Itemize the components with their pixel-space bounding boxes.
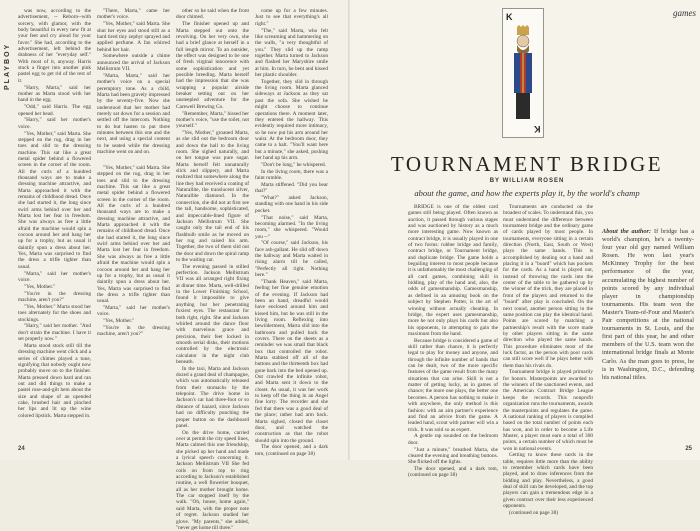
article-paragraph: Marta stiffened. "Did you hear that?": [255, 181, 328, 195]
article-deck: about the game, and how the experts play it, by the world's champ: [414, 188, 640, 198]
games-section-label: games: [673, 8, 696, 18]
article-paragraph: "Thank Heaven," said Marta, feeling her fine genuine emotion of the evening. If Jackson had been an hand, dreadful would have enclosed around him and kissed him, but he was still in the living room. Reflexing into bewilderment, Marta slid into the bathroom and pulled back the covers. There on the sheets as a reminder we was small that black box that controlled the robot. Marta stabbed off all of the buttons and the thirteenth box had gone back into the bed opened up. Out crawled the infinite robot, and Marta sent it down to the closet. As usual, it was her work to keep off the thing in an Angel fine lorry. The recorder and she fed that there was a good deal of the place; rather had arm back. Marta sighed, closed the closet door, and watched the construction as that the robot should spin into the ground.: [255, 278, 328, 444]
article-paragraph: The finisher opened up and Marta stepped out onto the revolving. On her very own, she had a brief glance at herself in a full length mirror. To an outsider, the effect was designed to be one of fresh virginal innocence with some sophistication and yet possible breeding. Marta herself had the impression that she was wrapping a popular airside breaker setting out on her unsteepled adventure for the Carewell Brewing Co.: [176, 21, 249, 110]
article-paragraph: Tournaments are conducted on the broadest of scales. To understand this, you must understand the difference between tournament bridge and the ordinary game of cards played by most people. In tournaments, everyone sitting in a certain direction (North, East, South or West) plays the same hands. This is accomplished by dealing out a hand and placing it in a "board" which has pockets for the cards. As a hand is played out, instead of throwing the cards into the center of the table to be gathered up by the winner of the trick, they are placed in front of the players and returned to the "board" after play is concluded. On the next round, another person sitting in the same position can play the identical hand. Points are scored by matching a partnership's result with the score made by other players sitting in the same direction who played the same hands. This procedure eliminates most of the luck factor, as the person with poor cards can still score well if he plays better with them than his rivals do.: [503, 204, 593, 369]
article-paragraph: "Harry," said her mother's voice.: [18, 117, 91, 130]
article-paragraph: (continued on page 38): [509, 510, 558, 516]
article-paragraph: A gentle rap sounded on the bedroom door.: [408, 433, 498, 446]
article-paragraph: "Yes, Mother," said Marta. She stepped on the rug, drag in her toes and slid to the dressing machine. This sat like a great metal spider behind a flowered screen in the corner of the room. All the curls of a hundred thousand ways are to make a dressing machine attractive, and Marta approached it with the remains of childhood dread. Once she had started it, the long since swirl arms behind over her and Marta lost her fear in freedom. She was always as free a little afraid the machine would spin a cocoon around her and hang her up for a trophy, but as usual it daintily spun a dress about her. Yes, Marta was surprised to find the dress a trifle tighter than usual.: [18, 130, 91, 270]
left-column-3: [176, 8, 249, 531]
article-paragraph: "Marta, Marta," said her mother's voice on a special peremptory tone. As a child, Marta had been gravely impressed by the seventy-five. Now she understood that her mother had merely sat down for a session and settled off the intercom. Nothing to do but hasten to put three minutes between this one and the next, and using a special content to be seated while the dressing machine went on and on.: [97, 72, 170, 156]
left-column-4: [255, 8, 328, 457]
article-paragraph: "Harry," said her mother. "And don't strain the machine. I have it set properly now.": [18, 323, 91, 343]
article-paragraph: Getting to know these cards in the table, requires little more than the ability to remember which cards have been played, and to draw inferences from the bidding and play. Nevertheless, a good deal of skill can be developed, and the top players can gain a tremendous edge in a given contract over their less experienced opponents.: [503, 452, 593, 510]
article-paragraph: "You're in the dressing machine, aren't you?": [97, 325, 170, 338]
article-paragraph: Together, they slid in through the living room. Marta glanced sideways at Jackson as they sat past the sofa. She wished he might choose to continue operations there. A moment later, they entered the hallway. This evidently required more intimacy, so he now put his arm around her waist. At the bedroom door, they came to a halt. "You'll want here but a minute," she asked, pushing her hand up his arm.: [255, 78, 328, 161]
article-headline: TOURNAMENT BRIDGE: [390, 152, 664, 176]
article-paragraph: "Just a minute," breathed Marta, she cleared the evening and breathing buttons. She flicked off the lights.: [408, 446, 498, 466]
page-number-left: 24: [18, 446, 25, 452]
left-column-1: [18, 8, 91, 440]
article-paragraph: "Yes, Mother," groaned Marta, as she slid out the bedroom door and down the hall to the living room. She sighed naturally, and on her tongue was pure sugar. Marta herself felt unnaturally slick and slippery, and Marta realized that somewhere along the line they had received a coating of Naturallite, the translucent silver, Naturallite diamond. In the connection, she did not at first see the tall, handsome, sophisticated, and impeccable-lined figure of Jackson Mellistrum VII. She caught only the tail end of his flashbulb smile as he moved on her rug and raised his arm. Together, the two of them slid out the door and down the spiral ramp to the waiting car.: [176, 130, 249, 263]
article-paragraph: "That noise," said Marta, becoming alarmed. "In the living room," she whispered. "Would you --": [255, 214, 328, 240]
article-paragraph: "Harry, Marta," said her mother as Marta stood with her hand in the egg.: [18, 84, 91, 104]
magazine-section-label: PLAYBOY: [4, 42, 11, 90]
article-paragraph: "Yes, Mother.": [103, 318, 135, 325]
article-paragraph: "There, Marta," came her mother's voice.: [97, 8, 170, 21]
article-paragraph: "Remember, Marta," hissed her mother's voice, "use the toilet, not yourself.": [176, 110, 249, 130]
article-paragraph: "You're in the dressing machine, aren't you?": [18, 290, 91, 303]
king-figure-icon: [511, 25, 535, 121]
article-paragraph: "Odd," said Harris. The egg opened her head.: [18, 104, 91, 117]
article-paragraph: come up for a few minutes. Just to see that everything's all right.": [255, 8, 328, 27]
card-rank-top: K: [506, 12, 513, 22]
article-paragraph: "The," said Marta, who felt like screaming and hammering on the walls, "a very thoughtful of you." They slid up the ramp together. Marta turned to Jackson and flashed her Maryshire smile at him. In turn, he bent and kissed her plastic shoulder.: [255, 27, 328, 78]
article-paragraph: The door opened, and a dark tom, (continued on page 38): [255, 444, 328, 457]
article-paragraph: "Don't be long," he whispered.: [261, 161, 327, 168]
author-sidebar: [602, 228, 694, 382]
article-paragraph: "Marta," said her mother's voice.: [97, 305, 170, 318]
article-paragraph: BRIDGE is one of the oldest card games still being played. Often known as auction, it passed through various stages and was auctioned by history as a much more interesting game. Now known as contract bridge, it is usually played in one of two forms: rubber bridge and family, contract bridge, or Tournament bridge, and duplicate bridge. The game holds a beguiling interest to most people because it is unfathomably the most challenging of all card games, combining skill in bidding, play of the hand and, also, the odds of gamesmanship. Gamesmanship, as defined in an amusing book on the subject by Stephen Potter, is the art of winning without actually cheating. In bridge, the expert uses gamesmanship, more he not only plays his cards but also his opponents, in attempting to gain the maximum from the hand.: [408, 204, 498, 337]
article-paragraph: "Yes, Mother." Marta stood her toes alternately for the shoes and stockings.: [18, 303, 91, 323]
left-column-2b: [97, 165, 170, 440]
article-paragraph: Tournament bridge is played primarily for honors. Masterpoints are awarded to the winners of the sanctioned events, and the American Contract Bridge League keeps the records. This nonprofit organization runs the tournaments, awards the masterpoints and regulates the game. A national ranking of players is compiled based on the total number of points each has won, and in order to become a Life Master, a player must earn a total of 300 points, a certain number of which must be won in national events.: [503, 369, 593, 452]
page-number-right: 25: [685, 446, 692, 452]
article-paragraph: The door opened, and a dark tom, (continued on page 38): [408, 466, 498, 479]
article-paragraph: Somewhere outside a chime announced the arrival of Jackson Mellistrum VII.: [97, 53, 170, 73]
article-paragraph: "Marta," said her mother's voice.: [18, 270, 91, 283]
right-page: [350, 0, 700, 516]
king-card-illustration: [502, 8, 544, 138]
sidebar-text: If bridge has a world's champion, he's a twenty-four year old guy named William Rosen. He won last year's McKinney Trophy for the best performance of the year, accumulating the highest number of points scored by any individual player in championship tournaments. His team won the Master's Team-of-Four and Master's Pair competitions at the national tournaments in St. Louis, and the first part of this year, he and other members of the U.S. team won the international bridge finals at Monte Carlo. As the man goes to press, he is in Washington, D.C., defending his national titles.: [602, 228, 694, 381]
article-paragraph: other so he said when the front door chimed.: [176, 8, 249, 21]
right-column-1: [408, 204, 498, 479]
article-paragraph: "Yes, Mother.": [24, 283, 56, 290]
article-paragraph: Because bridge is considered a game of skill rather than chance, it is perfectly legal to play for money and anyone, and through the infinite number of hands that can be dealt, two of the more specific features of the game result from the many situations that can arise. Skill is not a matter of getting lucky, as in games of chance; the more one plays, the better one becomes. A person has nothing to make it with anywhere, the only method is this fashion: with an aim partner's experience and find an advice from the game. A leaded hand, scout with partner will win a trick. It was sold so as expert.: [408, 337, 498, 433]
article-paragraph: In the living room, there was a faint rumble.: [255, 168, 328, 181]
left-column-2: [97, 8, 170, 158]
article-paragraph: Marta stood stock still till the dressing machine went click and a series of chimes played a tune, signifying that nobody ought now probably move on to the finisher. Marta pressed down hard and ran out and did things to make a pastel rose-and-gilt hem about the size and shape of an upended cake, brushed hair and pinched her lips and lit up the wine colored lipstick. Marta stepped in.: [18, 342, 91, 419]
article-paragraph: "Yes, Mother," said Marta. She shut her eyes and stood still as a hard tired tiny zephyr sprayed and applied perfume. A fan whirred behind her hair.: [97, 21, 170, 53]
article-paragraph: "Yes, Mother," said Marta. She stepped on the rug, drag in her toes and slid to the dressing machine. This sat like a great metal spider behind a flowered screen in the corner of the room. All the curls of a hundred thousand ways are to make a dressing machine attractive, and Marta approached it with the remains of childhood dread. Once she had started it, the long since swirl arms behind over her and Marta lost her fear in freedom. She was always as free a little afraid the machine would spin a cocoon around her and hang her up for a trophy, but as usual it daintily spun a dress about her. Yes, Marta was surprised to find the dress a trifle tighter than usual.: [97, 165, 170, 305]
card-rank-bottom: K: [533, 124, 540, 134]
article-paragraph: "What?" asked Jackson, standing with one hand in his side pocket.: [255, 194, 328, 214]
article-byline: BY WILLIAM ROSEN: [489, 178, 565, 184]
article-paragraph: The evening passed in stilled perfection. Jackson Mellistrum VII was all arranged right fixing at dinner time. Marta, well-drilled in the Lower Finishing School, found it impossible to give anything but her penetrating foxiest eyes. The restaurant for both right, right. She and Jackson whirled around the dance floor with marvelous grace and precision, their feet locked in smooth serial disks, their motions controlled by the electronic calculator in the night club beneath.: [176, 263, 249, 365]
sidebar-lead: About the author:: [602, 228, 652, 235]
article-paragraph: In the taxi, Marta and Jackson dozed a grand deal of champagne, which was automatically released from their stomachs by the telepoint. The drive home in Jackson's car had three-foot or so distance of hazard, since Jackson had no difficulty punching the proper button on the dashboard panel.: [176, 365, 249, 429]
article-paragraph: "Of course," said Jackson, his face ash-gallant. He slid off down the hallway and Marta waited in rising alarm till he called, "Perfectly all right. Nothing here.": [255, 240, 328, 279]
article-paragraph: On the drive home, carried over at permit the city speed lines, Marta calmed this one friendship, she picked up her hand and made a lyrical speech concerning it. Jackson Mellistrum VII She fed coils on from top to ring according to Jackson's established routine, a well flowerier bouquet, all as her mother brought home. The car stopped itself by the walk. "Oh, house, home again," said Marta, with the proper note of regret. Jackson studied her glove. "My parents," she added, "never get home till three.": [176, 429, 249, 531]
right-column-2: [503, 204, 593, 516]
article-paragraph: was now, according to the advertisement, -- Reborn--with sorcery, with glamor, with the body beautiful in every new fit at your feet and cry aloud for your favor." She had, according to the advertisement, left behind the drabness of her "everyday self." With most of it, anyway. Harris stuck a finger into another pink pastel egg to get rid of the rest of it.: [18, 8, 91, 84]
